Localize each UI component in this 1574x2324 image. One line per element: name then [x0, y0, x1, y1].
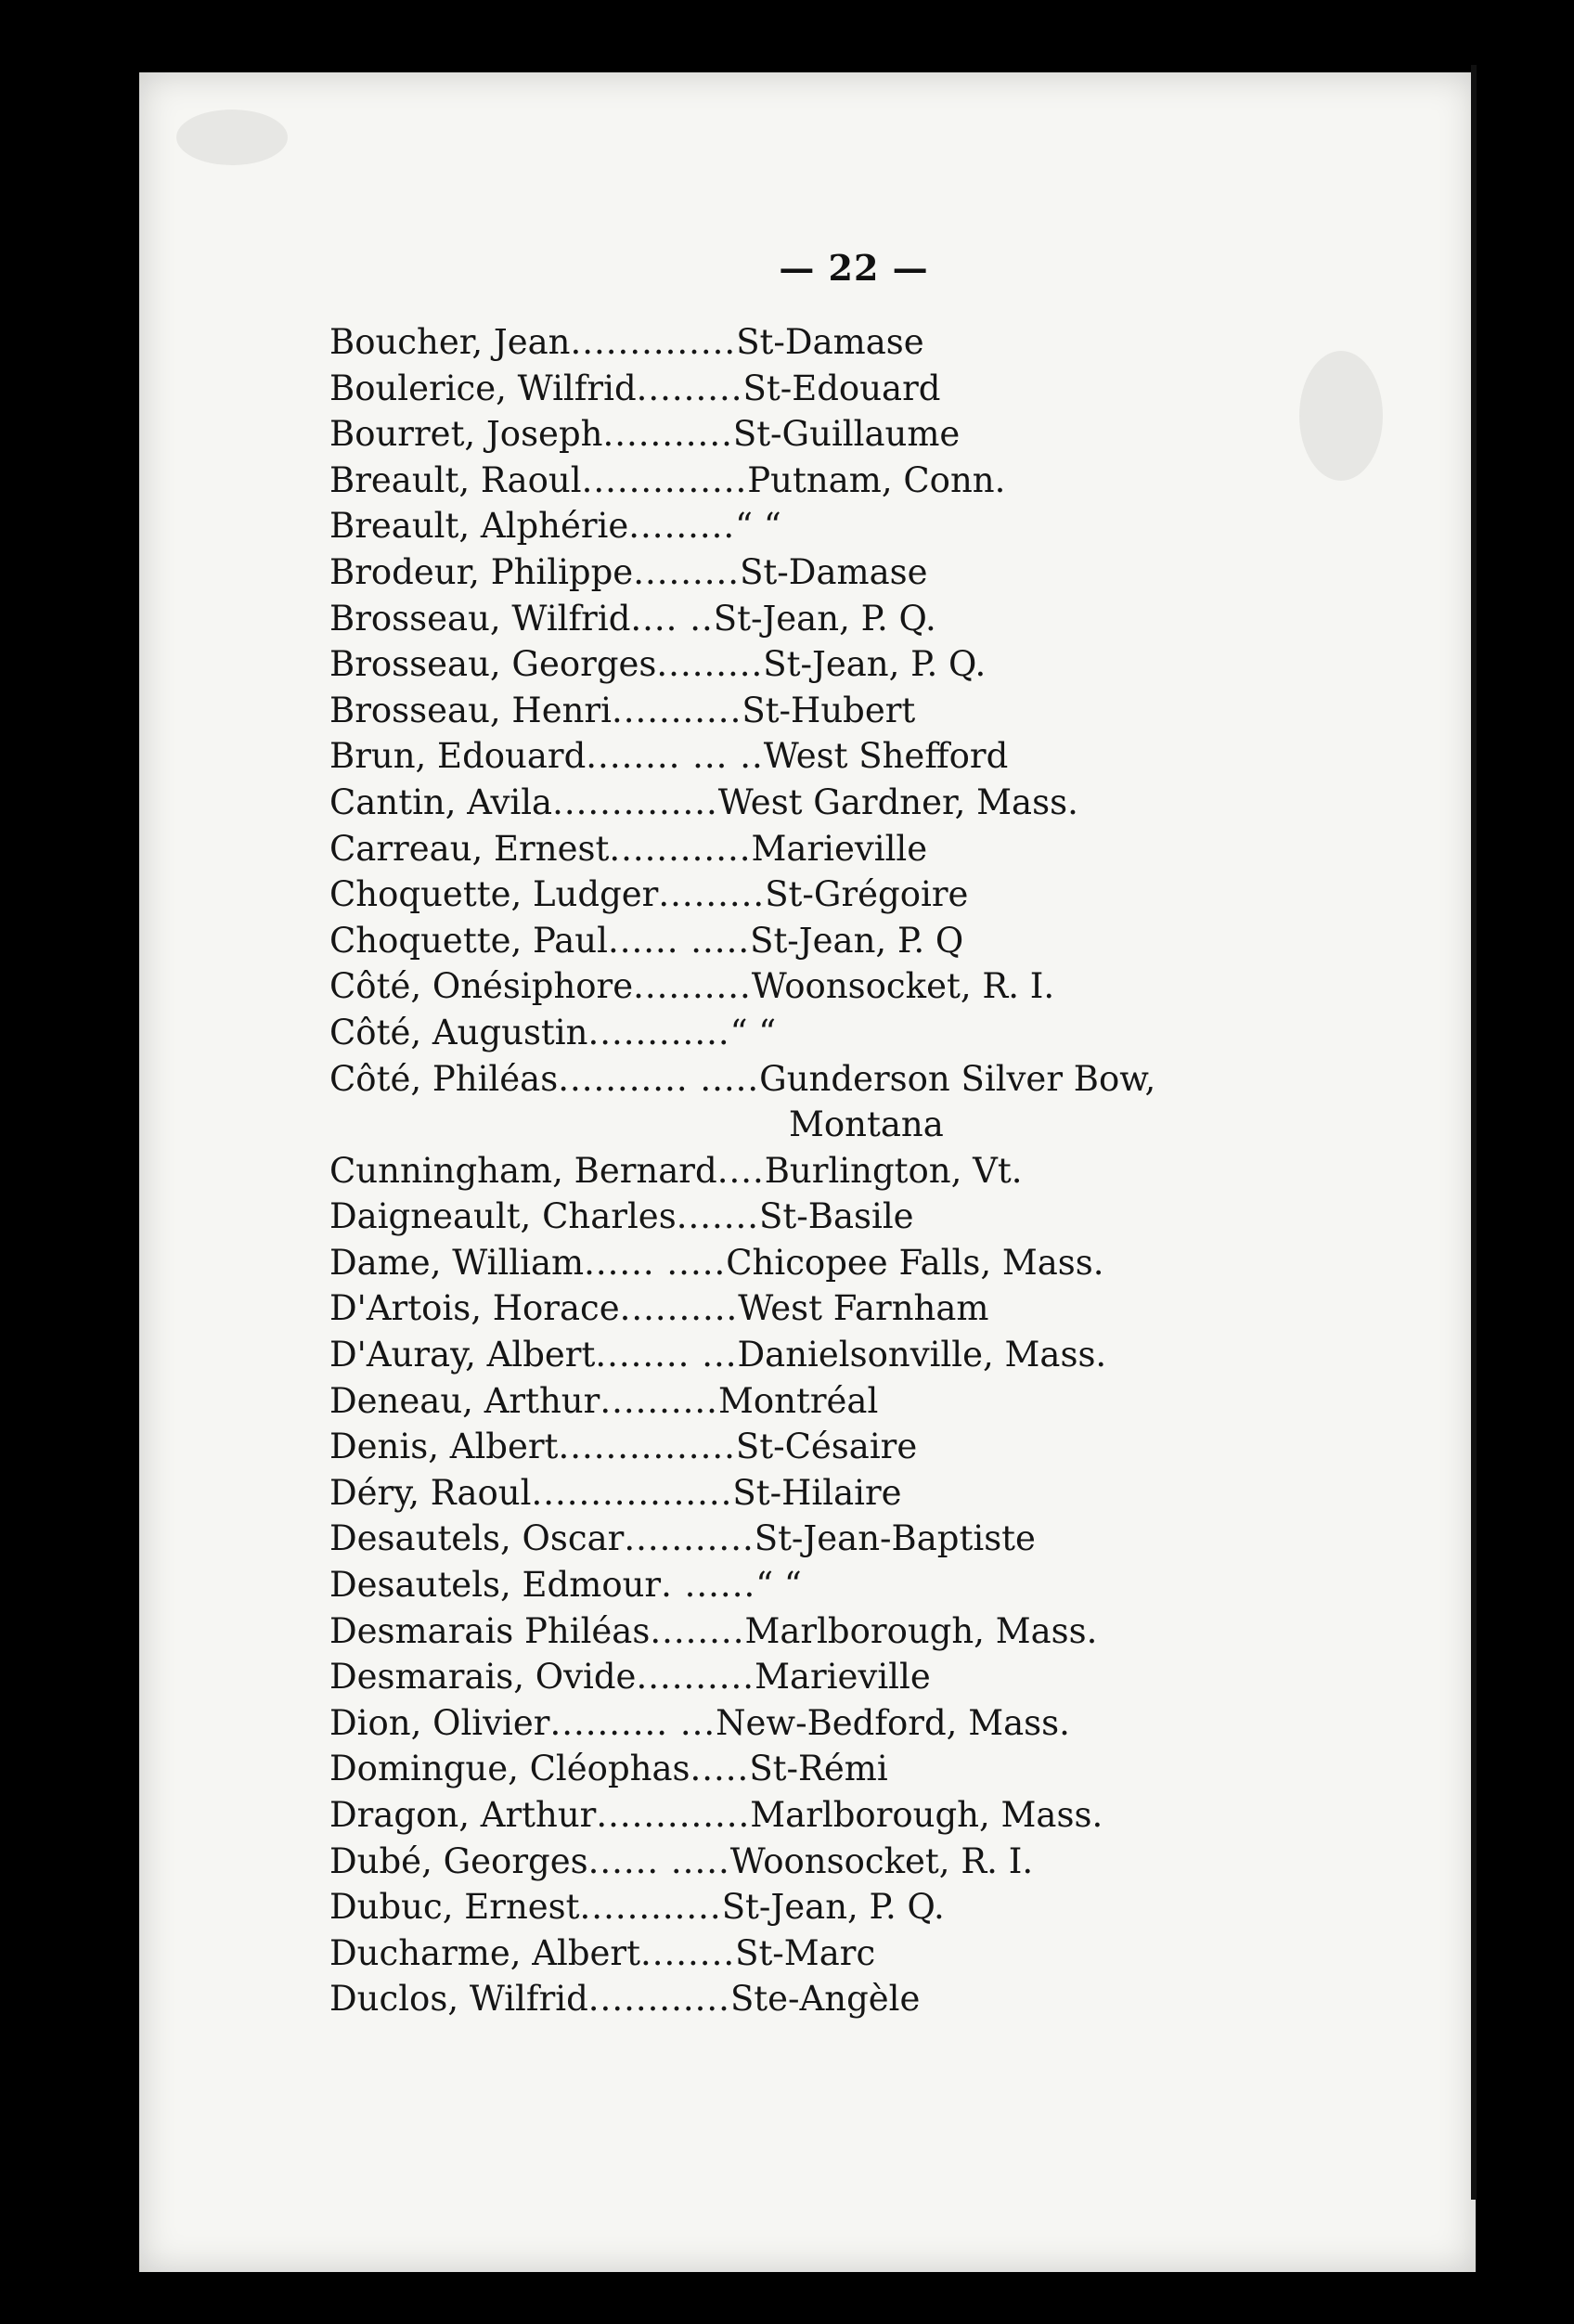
entry-place: St-Jean, P. Q	[750, 920, 964, 961]
book-spine	[1471, 65, 1477, 2200]
entry-place: Ste-Angèle	[729, 1979, 921, 2020]
list-entry	[329, 1240, 1443, 1286]
entry-name: Dion, Olivier	[329, 1702, 550, 1743]
entry-name: Déry, Raoul	[329, 1472, 532, 1513]
dot-leader: .........	[633, 551, 741, 592]
dot-leader: ...........	[624, 1518, 755, 1559]
entry-place: St-Basile	[759, 1196, 914, 1237]
name-list	[329, 319, 1443, 2022]
list-entry	[329, 872, 1443, 918]
dot-leader: ...... .....	[584, 1242, 727, 1283]
entry-place: St-Grégoire	[765, 874, 969, 915]
list-entry	[329, 503, 1443, 549]
dot-leader: . ......	[661, 1565, 756, 1606]
list-entry	[329, 1332, 1443, 1378]
entry-name: Desautels, Edmour	[329, 1565, 662, 1606]
dot-leader: ............	[609, 828, 752, 869]
entry-place: St-Rémi	[749, 1749, 888, 1789]
entry-place: West Farnham	[738, 1288, 989, 1329]
entry-name: Desautels, Oscar	[329, 1518, 625, 1559]
dot-leader: .......... ...	[549, 1702, 716, 1743]
list-entry	[329, 596, 1443, 642]
dot-leader: ..........	[636, 1657, 755, 1698]
entry-name: Brun, Edouard	[329, 736, 587, 777]
entry-place: Marlborough, Mass.	[750, 1795, 1103, 1835]
dot-leader: ...........	[602, 414, 733, 455]
dot-leader: ........ ... ..	[586, 736, 764, 777]
dot-leader: .................	[531, 1472, 733, 1513]
page-smudge	[176, 110, 288, 165]
entry-name: Dubuc, Ernest	[329, 1887, 580, 1928]
list-entry	[329, 1930, 1443, 1977]
dot-leader: .........	[658, 874, 766, 915]
list-entry	[329, 826, 1443, 872]
entry-place: St-Jean, P. Q.	[721, 1887, 945, 1928]
dot-leader: ........ ...	[595, 1335, 738, 1375]
entry-name: Dame, William	[329, 1242, 585, 1283]
entry-place: St-Hubert	[742, 690, 916, 730]
entry-name: Domingue, Cléophas	[329, 1749, 690, 1789]
list-entry	[329, 1470, 1443, 1517]
list-entry	[329, 1378, 1443, 1425]
dot-leader: .........	[628, 506, 736, 547]
entry-name: Dragon, Arthur	[329, 1795, 597, 1835]
list-entry	[329, 1424, 1443, 1470]
entry-name: Bourret, Joseph	[329, 414, 603, 455]
entry-place: New-Bedford, Mass.	[716, 1702, 1070, 1743]
list-entry	[329, 458, 1443, 504]
dot-leader: ...... .....	[587, 1840, 730, 1881]
dot-leader: ........	[650, 1610, 745, 1651]
dot-leader: .............	[596, 1795, 751, 1835]
list-entry	[329, 366, 1443, 412]
list-entry	[329, 1884, 1443, 1930]
dot-leader: ....	[716, 1150, 765, 1191]
entry-place: St-Jean, P. Q.	[763, 644, 987, 685]
page-number: — 22 —	[779, 247, 929, 289]
list-entry	[329, 688, 1443, 734]
entry-place: Woonsocket, R. I.	[751, 966, 1055, 1007]
list-entry	[329, 411, 1443, 458]
entry-place: Chicopee Falls, Mass.	[726, 1242, 1104, 1283]
list-entry	[329, 1562, 1443, 1608]
dot-leader: ..........	[619, 1288, 739, 1329]
entry-place: St-Jean, P. Q.	[713, 598, 936, 639]
dot-leader: ...............	[558, 1427, 736, 1467]
list-entry	[329, 918, 1443, 964]
entry-place: “ “	[755, 1565, 802, 1606]
entry-name: Deneau, Arthur	[329, 1380, 600, 1421]
list-entry	[329, 1839, 1443, 1885]
entry-name: Breault, Raoul	[329, 459, 582, 500]
entry-place-continuation: Montana	[789, 1104, 944, 1145]
entry-name: Boucher, Jean	[329, 322, 571, 362]
list-entry	[329, 1976, 1443, 2022]
entry-place: St-Marc	[735, 1932, 876, 1973]
dot-leader: .........	[636, 368, 743, 408]
entry-place: St-Damase	[736, 322, 924, 362]
entry-name: Denis, Albert	[329, 1427, 559, 1467]
entry-name: Desmarais, Ovide	[329, 1657, 637, 1698]
entry-name: Côté, Augustin	[329, 1012, 588, 1052]
list-entry	[329, 1148, 1443, 1194]
entry-name: Boulerice, Wilfrid	[329, 368, 637, 408]
entry-place: West Shefford	[763, 736, 1009, 777]
entry-place: Marieville	[751, 828, 928, 869]
entry-place: Montréal	[717, 1380, 879, 1421]
dot-leader: ..........	[633, 966, 752, 1007]
entry-place: St-Guillaume	[732, 414, 961, 455]
dot-leader: .... ..	[630, 598, 714, 639]
entry-name: Brosseau, Georges	[329, 644, 657, 685]
entry-name: Cantin, Avila	[329, 781, 553, 822]
entry-name: Choquette, Paul	[329, 920, 608, 961]
dot-leader: ............	[587, 1979, 730, 2020]
entry-place: Burlington, Vt.	[764, 1150, 1023, 1191]
entry-name: Cunningham, Bernard	[329, 1150, 717, 1191]
list-entry	[329, 641, 1443, 688]
entry-place: Woonsocket, R. I.	[729, 1840, 1034, 1881]
dot-leader: ..........	[600, 1380, 718, 1421]
list-entry	[329, 780, 1443, 826]
dot-leader: ...........	[611, 690, 742, 730]
entry-name: Brosseau, Henri	[329, 690, 612, 730]
entry-name: Brosseau, Wilfrid	[329, 598, 631, 639]
list-entry	[329, 1792, 1443, 1839]
list-entry	[329, 1654, 1443, 1700]
list-entry	[329, 733, 1443, 780]
entry-name: Côté, Onésiphore	[329, 966, 634, 1007]
list-entry	[329, 1285, 1443, 1332]
entry-place: Marlborough, Mass.	[744, 1610, 1098, 1651]
entry-name: Choquette, Ludger	[329, 874, 659, 915]
list-entry	[329, 1608, 1443, 1655]
list-entry	[329, 1194, 1443, 1240]
dot-leader: ........	[640, 1932, 736, 1973]
list-entry	[329, 1056, 1443, 1103]
entry-place: Danielsonville, Mass.	[737, 1335, 1107, 1375]
entry-name: D'Artois, Horace	[329, 1288, 620, 1329]
dot-leader: .....	[690, 1749, 750, 1789]
dot-leader: ........... .....	[558, 1058, 760, 1099]
list-entry	[329, 1700, 1443, 1747]
dot-leader: ..............	[570, 322, 737, 362]
entry-place: West Gardner, Mass.	[717, 781, 1078, 822]
entry-name: Duclos, Wilfrid	[329, 1979, 588, 2020]
list-entry	[329, 1010, 1443, 1056]
book-page	[139, 72, 1476, 2272]
entry-name: Ducharme, Albert	[329, 1932, 640, 1973]
entry-name: Carreau, Ernest	[329, 828, 610, 869]
entry-place: Gunderson Silver Bow,	[759, 1058, 1156, 1099]
dot-leader: ............	[587, 1012, 730, 1052]
entry-name: D'Auray, Albert	[329, 1335, 596, 1375]
entry-place: “ “	[735, 506, 781, 547]
entry-place: “ “	[729, 1012, 777, 1052]
list-entry	[329, 1746, 1443, 1792]
list-entry	[329, 963, 1443, 1010]
entry-name: Daigneault, Charles	[329, 1196, 677, 1237]
entry-name: Côté, Philéas	[329, 1058, 559, 1099]
entry-place: Marieville	[755, 1657, 931, 1698]
entry-place: St-Edouard	[742, 368, 941, 408]
entry-place: St-Jean-Baptiste	[754, 1518, 1036, 1559]
list-entry	[329, 549, 1443, 596]
entry-place: Putnam, Conn.	[747, 459, 1006, 500]
dot-leader: .........	[656, 644, 764, 685]
list-entry	[329, 319, 1443, 366]
dot-leader: ..............	[581, 459, 748, 500]
entry-name: Brodeur, Philippe	[329, 551, 634, 592]
entry-name: Dubé, Georges	[329, 1840, 588, 1881]
dot-leader: .......	[676, 1196, 760, 1237]
dot-leader: ..............	[552, 781, 718, 822]
dot-leader: ............	[579, 1887, 722, 1928]
entry-place: St-Damase	[740, 551, 928, 592]
entry-name: Desmarais Philéas	[329, 1610, 651, 1651]
entry-place: St-Hilaire	[732, 1472, 902, 1513]
dot-leader: ...... .....	[607, 920, 751, 961]
list-entry	[329, 1516, 1443, 1562]
entry-place: St-Césaire	[735, 1427, 918, 1467]
entry-name: Breault, Alphérie	[329, 506, 629, 547]
